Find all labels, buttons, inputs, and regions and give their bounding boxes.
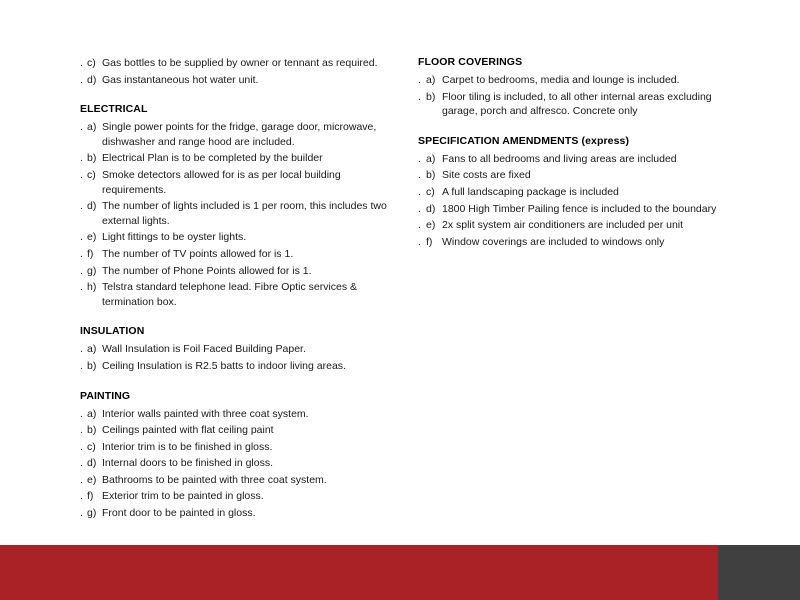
list-item (416, 185, 736, 200)
list-item-text: Interior walls painted with three coat system. (102, 407, 309, 420)
list-item (78, 199, 398, 228)
list-bullet: . (418, 219, 421, 232)
list-item-marker: g) (87, 507, 97, 520)
list-bullet: . (80, 73, 83, 86)
document-section (416, 56, 736, 119)
list-item-marker: b) (87, 424, 97, 437)
list-item-marker: b) (87, 359, 97, 372)
list-item (78, 247, 398, 262)
list-item-marker: c) (87, 57, 96, 69)
list-item-text: Site costs are fixed (442, 169, 531, 182)
list-item (416, 202, 736, 217)
list-bullet: . (80, 168, 83, 181)
list-item-marker: a) (426, 152, 436, 165)
list-bullet: . (80, 57, 83, 69)
list-item (78, 342, 398, 357)
list-bullet: . (418, 152, 421, 165)
list-bullet: . (80, 281, 83, 294)
list-bullet: . (80, 490, 83, 503)
list-item-marker: h) (87, 281, 97, 294)
list-item-marker: f) (87, 490, 94, 503)
list-bullet: . (80, 440, 83, 453)
list-item-text: Gas instantaneous hot water unit. (102, 73, 259, 86)
list-bullet: . (418, 185, 421, 198)
list-item-marker: f) (87, 247, 94, 260)
list-bullet: . (80, 343, 83, 356)
list-item-marker: c) (87, 440, 96, 453)
list-item-marker: b) (87, 152, 97, 165)
list-item (78, 440, 398, 455)
list-bullet: . (80, 457, 83, 470)
list-item-text: Bathrooms to be painted with three coat system. (102, 473, 327, 486)
list-item-marker: a) (87, 343, 97, 356)
list-item-marker: d) (87, 457, 97, 470)
list-bullet: . (80, 152, 83, 165)
list-item-text: The number of TV points allowed for is 1. (102, 247, 294, 260)
list-item-marker: a) (87, 407, 97, 420)
list-item (78, 280, 398, 309)
list-item (78, 359, 398, 374)
list-item (416, 73, 736, 88)
list-item-text: Ceilings painted with flat ceiling paint (102, 424, 274, 437)
list-item-text: Gas bottles to be supplied by owner or tennant as required. (102, 57, 378, 69)
list-bullet: . (418, 202, 421, 215)
list-item-marker: d) (87, 200, 97, 213)
list-item-text: Light fittings to be oyster lights. (102, 231, 247, 244)
list-item (416, 152, 736, 167)
list-bullet: . (80, 231, 83, 244)
list-item-marker: c) (426, 185, 435, 198)
list-item-marker: f) (426, 235, 433, 248)
list-item (78, 489, 398, 504)
list-bullet: . (80, 407, 83, 420)
document-section (78, 103, 398, 309)
list-item (78, 151, 398, 166)
list-item (416, 218, 736, 233)
list-item (78, 56, 398, 71)
list-item (416, 235, 736, 250)
document-section (78, 325, 398, 373)
list-item-marker: a) (87, 121, 97, 134)
footer-red-band (0, 545, 718, 600)
list-item-marker: e) (87, 473, 97, 486)
section-heading: PAINTING (80, 389, 131, 402)
list-item (416, 90, 736, 119)
list-item-text: Wall Insulation is Foil Faced Building Paper. (102, 343, 306, 356)
document-section (416, 135, 736, 250)
section-heading: SPECIFICATION AMENDMENTS (express) (418, 134, 630, 147)
list-item-text: Window coverings are included to windows only (442, 235, 665, 248)
list-item-text: Fans to all bedrooms and living areas are included (442, 152, 677, 165)
list-item-text: Telstra standard telephone lead. Fibre Optic services & termination box. (102, 281, 358, 308)
list-item-text: Carpet to bedrooms, media and lounge is included. (442, 74, 680, 86)
list-item-marker: d) (87, 73, 97, 86)
list-item-text: 2x split system air conditioners are included per unit (442, 219, 684, 232)
document-section (78, 390, 398, 521)
list-item-text: The number of lights included is 1 per room, this includes two external lights. (102, 200, 387, 227)
list-item (416, 168, 736, 183)
list-item-text: Interior trim is to be finished in gloss. (102, 440, 273, 453)
list-bullet: . (80, 473, 83, 486)
list-item-marker: g) (87, 264, 97, 277)
list-item (78, 230, 398, 245)
list-item-marker: b) (426, 90, 436, 103)
list-bullet: . (80, 359, 83, 372)
list-item-marker: e) (87, 231, 97, 244)
list-item-marker: b) (426, 169, 436, 182)
list-item-marker: c) (87, 168, 96, 181)
list-item (78, 73, 398, 88)
list-item-text: Exterior trim to be painted in gloss. (102, 490, 264, 503)
section-heading: ELECTRICAL (80, 103, 148, 116)
right-column (416, 56, 736, 251)
page-footer (0, 545, 800, 600)
list-item-text: Front door to be painted in gloss. (102, 507, 256, 520)
list-bullet: . (80, 264, 83, 277)
list-item (78, 423, 398, 438)
list-bullet: . (418, 74, 421, 86)
list-item-text: Single power points for the fridge, garage door, microwave, dishwasher and range hood are included. (102, 121, 377, 148)
list-item (78, 168, 398, 197)
section-heading: FLOOR COVERINGS (418, 56, 523, 68)
list-bullet: . (418, 90, 421, 103)
list-bullet: . (80, 200, 83, 213)
list-item-marker: e) (426, 219, 436, 232)
list-item (78, 473, 398, 488)
list-item (78, 407, 398, 422)
list-item-text: A full landscaping package is included (442, 185, 619, 198)
list-item-text: Ceiling Insulation is R2.5 batts to indoor living areas. (102, 359, 346, 372)
list-item (78, 120, 398, 149)
list-item (78, 264, 398, 279)
list-item-marker: a) (426, 74, 436, 86)
list-bullet: . (80, 424, 83, 437)
list-item-text: Internal doors to be finished in gloss. (102, 457, 274, 470)
list-bullet: . (80, 121, 83, 134)
list-item-text: Smoke detectors allowed for is as per local building requirements. (102, 168, 341, 196)
left-column (78, 56, 398, 523)
list-item (78, 506, 398, 521)
footer-dark-band (718, 545, 800, 600)
list-bullet: . (80, 247, 83, 260)
list-item-text: Electrical Plan is to be completed by the builder (102, 152, 323, 165)
list-item-text: 1800 High Timber Pailing fence is included to the boundary (442, 202, 717, 215)
list-bullet: . (418, 169, 421, 182)
list-bullet: . (80, 507, 83, 520)
list-item-text: Floor tiling is included, to all other internal areas excluding garage, porch and alfresco. Concrete only (442, 90, 712, 118)
document-section (78, 56, 398, 87)
list-item-text: The number of Phone Points allowed for is 1. (102, 264, 312, 277)
list-bullet: . (418, 235, 421, 248)
list-item-marker: d) (426, 202, 436, 215)
list-item (78, 456, 398, 471)
section-heading: INSULATION (80, 325, 145, 338)
